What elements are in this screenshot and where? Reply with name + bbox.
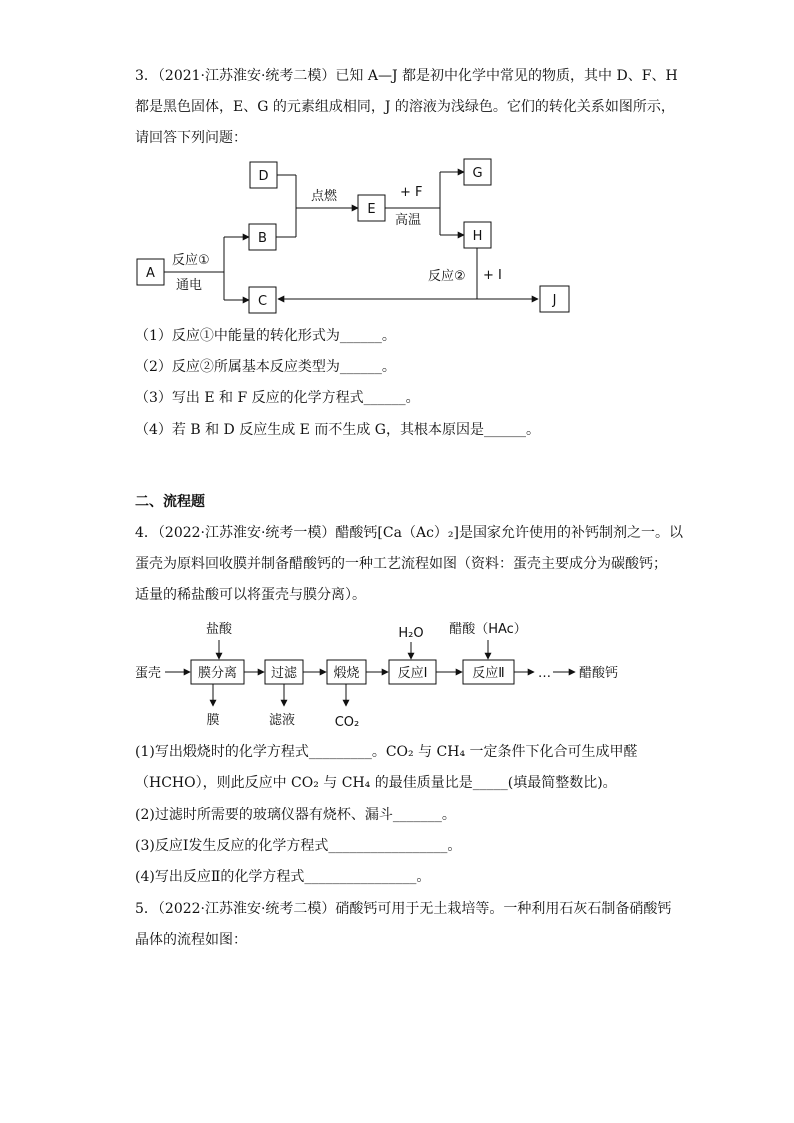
svg-text:H: H — [472, 229, 483, 244]
flow-ellipsis: … — [538, 666, 551, 681]
q5-line-1: 5．（2022·江苏淮安·统考二模）硝酸钙可用于无土栽培等。一种利用石灰石制备硝酸钙 — [135, 901, 672, 917]
flow-input-h2o: H₂O — [398, 626, 424, 641]
q4-line-2: 蛋壳为原料回收膜并制备醋酸钙的一种工艺流程如图（资料：蛋壳主要成分为碳酸钙； — [135, 556, 667, 572]
connector-bd-e — [276, 175, 358, 237]
label-plus-i: + I — [483, 268, 502, 283]
svg-text:E: E — [367, 202, 376, 217]
q4-sub-3: (3)反应Ⅰ发生反应的化学方程式_________________。 — [135, 838, 462, 854]
flow-input-hac: 醋酸（HAc） — [449, 622, 527, 637]
svg-text:B: B — [258, 231, 267, 246]
q4-line-1: 4．（2022·江苏淮安·统考一模）醋酸钙[Ca（Ac）₂]是国家允许使用的补钙制剂之一。以 — [135, 525, 683, 541]
q3-sub-3: （3）写出 E 和 F 反应的化学方程式______。 — [135, 390, 420, 406]
box-b — [249, 224, 276, 250]
q3-line-3: 请回答下列问题： — [135, 130, 247, 146]
section-title: 二、流程题 — [135, 494, 205, 510]
label-high-temp: 高温 — [395, 213, 422, 228]
q4-flow-diagram — [135, 621, 618, 730]
flow-output-filtrate: 滤液 — [268, 713, 296, 728]
label-reaction2: 反应② — [428, 269, 466, 284]
box-c — [249, 287, 276, 313]
flow-step-calcine — [327, 660, 366, 684]
q3-sub-1: （1）反应①中能量的转化形式为______。 — [135, 328, 396, 344]
q4-sub-1b: （HCHO），则此反应中 CO₂ 与 CH₄ 的最佳质量比是_____(填最简整数比)。 — [135, 775, 617, 791]
box-e — [358, 195, 385, 221]
q3-sub-2: （2）反应②所属基本反应类型为______。 — [135, 359, 396, 375]
svg-text:反应Ⅱ: 反应Ⅱ — [472, 666, 505, 681]
svg-text:过滤: 过滤 — [270, 666, 298, 681]
q4-line-3: 适量的稀盐酸可以将蛋壳与膜分离）。 — [135, 587, 366, 603]
svg-text:C: C — [257, 294, 268, 309]
q4-sub-2: (2)过滤时所需要的玻璃仪器有烧杯、漏斗_______。 — [135, 807, 456, 823]
label-electrolysis: 通电 — [176, 278, 203, 293]
svg-text:G: G — [472, 166, 483, 181]
svg-text:J: J — [552, 293, 557, 308]
label-ignite: 点燃 — [311, 189, 338, 204]
box-a — [137, 259, 164, 285]
flow-end: 醋酸钙 — [579, 666, 619, 681]
box-h — [464, 222, 491, 248]
label-reaction1: 反应① — [172, 253, 210, 268]
flow-step-reaction2 — [463, 660, 514, 684]
svg-text:反应Ⅰ: 反应Ⅰ — [397, 666, 428, 681]
label-plus-f: + F — [400, 185, 423, 200]
q3-line-1: 3．（2021·江苏淮安·统考二模）已知 A—J 都是初中化学中常见的物质，其中 D、F、H — [135, 68, 678, 84]
flow-output-co2: CO₂ — [334, 715, 360, 730]
svg-text:A: A — [146, 266, 155, 281]
q4-sub-4: (4)写出反应Ⅱ的化学方程式________________。 — [135, 869, 431, 885]
flow-start: 蛋壳 — [135, 666, 162, 681]
box-g — [464, 159, 491, 185]
box-j — [540, 286, 569, 312]
flow-step-membrane — [191, 660, 244, 684]
flow-step-reaction1 — [389, 660, 436, 684]
box-d — [250, 162, 277, 188]
svg-text:膜分离: 膜分离 — [197, 666, 238, 681]
flow-output-membrane: 膜 — [206, 713, 220, 728]
q4-sub-1a: (1)写出煅烧时的化学方程式_________。CO₂ 与 CH₄ 一定条件下化合可生成甲醛 — [135, 744, 638, 760]
flow-input-hcl: 盐酸 — [205, 622, 233, 637]
flow-step-filter — [265, 660, 303, 684]
svg-text:煅烧: 煅烧 — [333, 666, 360, 681]
q3-sub-4: （4）若 B 和 D 反应生成 E 而不生成 G，其根本原因是______。 — [135, 422, 540, 438]
q3-line-2: 都是黑色固体，E、G 的元素组成相同，J 的溶液为浅绿色。它们的转化关系如图所示， — [135, 99, 675, 115]
svg-text:D: D — [258, 169, 269, 184]
q5-line-2: 晶体的流程如图： — [135, 932, 247, 948]
